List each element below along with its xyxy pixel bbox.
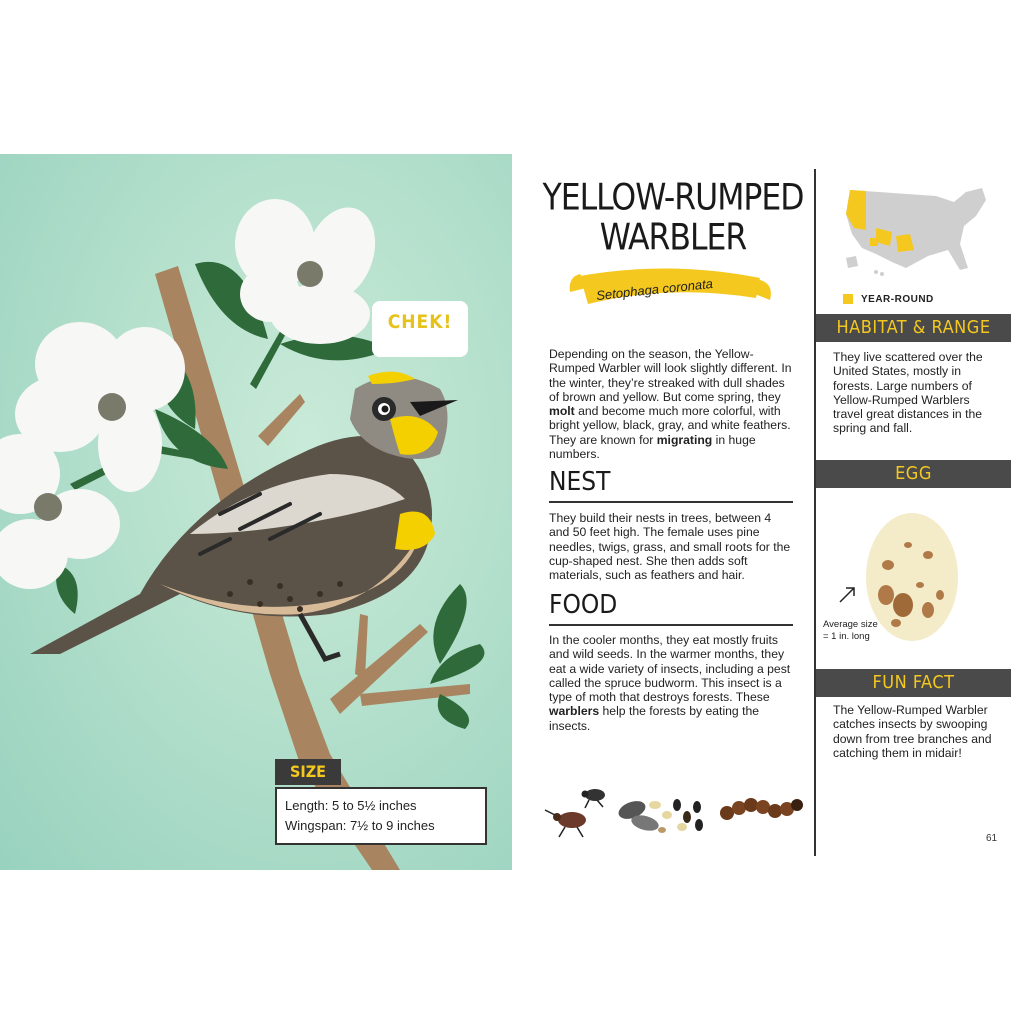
nest-heading: NEST <box>549 467 611 497</box>
page-number: 61 <box>986 833 998 844</box>
nest-paragraph: They build their nests in trees, between 4 and 50 feet high. The female uses pine needles, twigs, grass, and small roots for the cup-shaped nest. She then adds soft materials, such as feathers and hair. <box>549 511 791 583</box>
bird-call: CHEK! <box>387 311 453 333</box>
food-heading: FOOD <box>549 590 618 620</box>
size-length: Length: 5 to 5½ inches <box>285 798 417 813</box>
seeds-icon <box>616 798 703 834</box>
habitat-paragraph: They live scattered over the United States, mostly in forests. Large numbers of Yellow-Rumped Warblers travel great distances in the spring and fall. <box>833 350 983 436</box>
intro-text-2: and become much more colorful, with bright yellow, black, gray, and white feathers. They are known for <box>549 404 791 447</box>
legend-swatch <box>843 294 853 304</box>
title-line-2: WARBLER <box>599 216 747 259</box>
egg-heading: EGG <box>895 463 932 484</box>
caterpillar-icon <box>720 798 803 820</box>
title-line-1: YELLOW-RUMPED <box>542 177 804 220</box>
habitat-heading: HABITAT & RANGE <box>836 317 991 338</box>
illustration-panel <box>0 154 512 870</box>
legend-label: YEAR-ROUND <box>861 294 934 305</box>
size-box <box>275 787 487 845</box>
intro-bold-migrating: migrating <box>656 432 713 447</box>
fun-fact-heading: FUN FACT <box>872 672 955 693</box>
food-paragraph <box>549 633 793 733</box>
food-bold-warblers: warblers <box>549 704 600 719</box>
food-icons <box>537 775 807 845</box>
food-divider <box>549 624 793 626</box>
size-wingspan: Wingspan: 7½ to 9 inches <box>285 818 435 833</box>
insect-icon <box>545 789 605 837</box>
intro-paragraph <box>549 347 793 461</box>
intro-bold-molt: molt <box>549 404 575 419</box>
size-heading: SIZE <box>290 762 326 781</box>
egg-header <box>816 460 1011 488</box>
food-text-1: In the cooler months, they eat mostly fruits and wild seeds. In the warmer months, they eat a wide variety of insects, including a pest called the spruce budworm. This insect is a type of moth that destroys forests. These <box>549 633 791 705</box>
arrow-icon <box>836 582 860 606</box>
range-map <box>836 178 992 278</box>
warbler-illustration <box>0 154 512 870</box>
intro-text-1: Depending on the season, the Yellow-Rumped Warbler will look slightly different. In the winter, they’re streaked with dull shades of brown and yellow. But come spring, they <box>549 347 792 404</box>
fun-fact-header <box>816 669 1011 697</box>
habitat-header <box>816 314 1011 342</box>
fun-fact-paragraph: The Yellow-Rumped Warbler catches insects by swooping down from tree branches and catching them in midair! <box>833 703 992 760</box>
nest-divider <box>549 501 793 503</box>
page-title <box>540 178 806 258</box>
size-header <box>275 759 341 785</box>
food-text-2: help the forests by eating the insects. <box>549 704 760 733</box>
intro-text-3: in huge numbers. <box>549 432 756 462</box>
scientific-name: Setophaga coronata <box>595 275 714 304</box>
column-divider <box>814 169 816 856</box>
egg-size-note: Average size = 1 in. long <box>823 619 878 642</box>
